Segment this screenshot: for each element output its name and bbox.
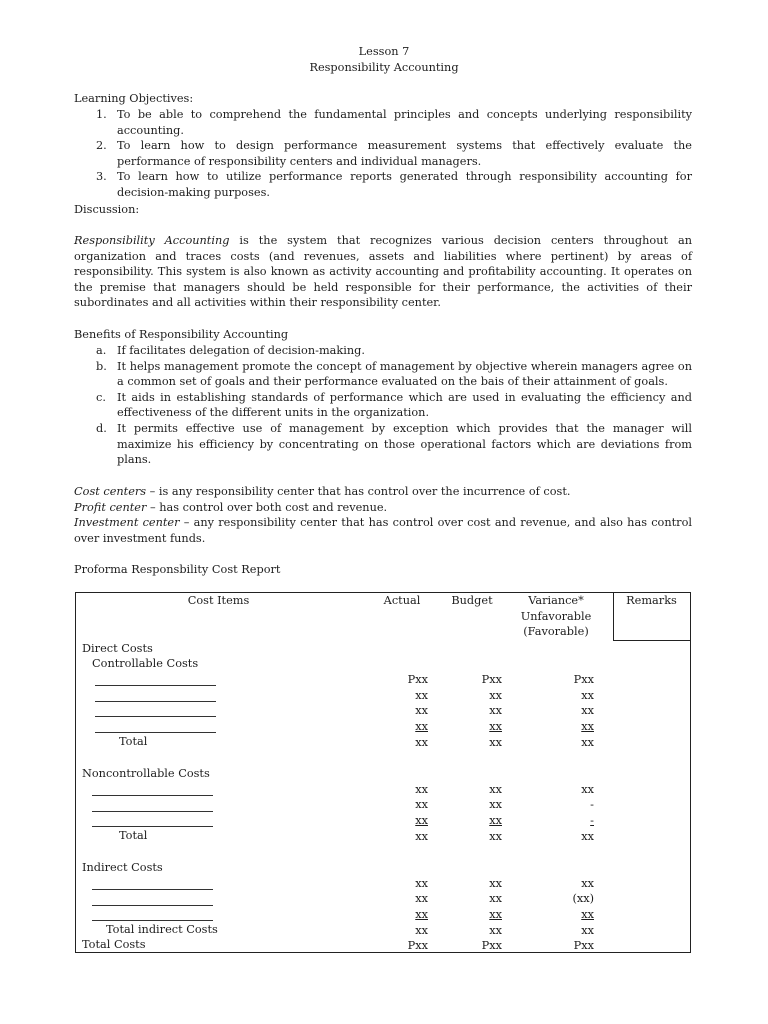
objective-item [74, 138, 692, 169]
budget-value: xx [489, 892, 502, 905]
header-variance-line2: Unfavorable [520, 609, 592, 623]
budget-value: xx [489, 877, 502, 890]
blank-line [92, 905, 213, 906]
blank-line [92, 889, 213, 890]
center-text: – has control over both cost and revenue. [146, 500, 388, 514]
objective-text: To be able to comprehend the fundamental principles and concepts underlying responsibility accounting. [117, 108, 692, 137]
blank-line [92, 920, 213, 921]
objective-number: 3. [96, 170, 107, 184]
budget-value: Pxx [481, 939, 502, 952]
total-indirect-label: Total indirect Costs [106, 923, 218, 936]
direct-costs-label: Direct Costs [82, 642, 153, 655]
budget-value: xx [489, 783, 502, 796]
benefit-item [74, 343, 692, 359]
benefit-text: It permits effective use of management by exception which provides that the manager will maximize his efficiency by concentrating on those operational factors which are deviations from plans. [117, 421, 692, 467]
benefit-mark: a. [96, 344, 107, 357]
blank-line [92, 826, 213, 827]
actual-value: xx [415, 830, 428, 843]
actual-value: xx [415, 704, 428, 717]
header-variance-line3: (Favorable) [523, 625, 589, 639]
budget-value: xx [489, 924, 502, 937]
objective-number: 1. [96, 108, 107, 121]
actual-value: xx [415, 689, 428, 702]
actual-value: Pxx [407, 939, 428, 952]
lesson-number: Lesson 7 [358, 45, 410, 58]
budget-value: Pxx [481, 673, 502, 686]
actual-value: xx [415, 736, 428, 749]
lesson-title: Responsibility Accounting [309, 61, 459, 74]
objective-item [74, 107, 692, 138]
actual-value: xx [415, 783, 428, 796]
variance-value: (xx) [572, 892, 594, 905]
objective-text: To learn how to design performance measurement systems that effectively evaluate the performance of responsibility centers and individual managers. [117, 139, 692, 168]
actual-value: xx [415, 814, 428, 827]
variance-value: xx [581, 924, 594, 937]
actual-value: xx [415, 924, 428, 937]
benefit-item [74, 359, 692, 390]
header-remarks: Remarks [626, 594, 677, 607]
actual-value: xx [415, 908, 428, 921]
variance-value: - [590, 798, 594, 811]
center-text: – any responsibility center that has control over cost and revenue, and also has control over investment funds. [74, 516, 692, 545]
variance-value: - [590, 814, 594, 827]
actual-value: Pxx [407, 673, 428, 686]
budget-value: xx [489, 736, 502, 749]
budget-value: xx [489, 908, 502, 921]
header-cost-items: Cost Items [187, 594, 250, 607]
cost-center-definition [74, 484, 692, 500]
budget-value: xx [489, 689, 502, 702]
variance-value: Pxx [573, 673, 594, 686]
budget-value: xx [489, 720, 502, 733]
budget-value: xx [489, 830, 502, 843]
center-term: Investment center [74, 516, 180, 530]
center-text: – is any responsibility center that has control over the incurrence of cost. [146, 485, 571, 498]
blank-line [92, 811, 213, 812]
objective-number: 2. [96, 139, 107, 153]
objective-text: To learn how to utilize performance reports generated through responsibility accounting for decision-making purposes. [117, 170, 692, 199]
profit-center-definition [74, 500, 692, 516]
blank-line [95, 732, 216, 733]
variance-value: Pxx [573, 939, 594, 952]
center-definitions [74, 484, 692, 546]
discussion-body: is the system that recognizes various decision centers throughout an organization and traces costs (and revenues, assets and liabilities where pertinent) by areas of responsibility. This system is also known as activity accounting and profitability accounting. It operates on the premise that managers should be held responsible for their performance, the activities of their subordinates and all activities within their responsibility center. [74, 234, 692, 310]
report-title: Proforma Responsbility Cost Report [74, 563, 281, 576]
objectives-list [74, 107, 692, 201]
header-actual: Actual [383, 594, 421, 607]
variance-value: xx [581, 704, 594, 717]
benefit-item [74, 421, 692, 468]
variance-value: xx [581, 908, 594, 921]
noncontrollable-costs-label: Noncontrollable Costs [82, 767, 210, 780]
blank-line [92, 795, 213, 796]
header-budget: Budget [451, 594, 493, 607]
actual-value: xx [415, 798, 428, 811]
header-underline [613, 640, 690, 641]
center-term: Cost centers [74, 485, 147, 498]
benefit-item [74, 390, 692, 421]
benefit-text: It aids in establishing standards of performance which are used in evaluating the efficiency and effectiveness of the different units in the organization. [117, 390, 692, 420]
objective-item [74, 169, 692, 200]
budget-value: xx [489, 704, 502, 717]
benefit-mark: d. [96, 421, 107, 435]
actual-value: xx [415, 720, 428, 733]
discussion-heading: Discussion: [74, 203, 140, 216]
controllable-costs-label: Controllable Costs [92, 657, 199, 670]
variance-value: xx [581, 720, 594, 733]
noncontrollable-total-label: Total [119, 829, 148, 842]
benefits-heading: Benefits of Responsibility Accounting [74, 328, 289, 341]
blank-line [95, 701, 216, 702]
variance-value: xx [581, 736, 594, 749]
budget-value: xx [489, 798, 502, 811]
benefit-mark: c. [96, 390, 106, 404]
actual-value: xx [415, 877, 428, 890]
benefit-mark: b. [96, 359, 107, 373]
budget-value: xx [489, 814, 502, 827]
benefits-list [74, 343, 692, 468]
benefit-text: It helps management promote the concept of management by objective wherein managers agree on a common set of goals and their performance evaluated on the bais of their attainment of goals. [117, 359, 692, 389]
controllable-total-label: Total [119, 735, 148, 748]
investment-center-definition [74, 515, 692, 546]
discussion-paragraph [74, 233, 692, 311]
discussion-term: Responsibility Accounting [74, 234, 230, 247]
actual-value: xx [415, 892, 428, 905]
blank-line [95, 685, 216, 686]
benefit-text: If facilitates delegation of decision-making. [117, 344, 365, 357]
header-variance [511, 593, 601, 640]
variance-value: xx [581, 877, 594, 890]
cost-report-table [75, 592, 691, 953]
variance-value: xx [581, 689, 594, 702]
objectives-heading: Learning Objectives: [74, 92, 194, 105]
header-variance-line1: Variance* [528, 594, 584, 607]
variance-value: xx [581, 783, 594, 796]
indirect-costs-label: Indirect Costs [82, 861, 163, 874]
variance-value: xx [581, 830, 594, 843]
center-term: Profit center [74, 500, 147, 514]
blank-line [95, 716, 216, 717]
total-costs-label: Total Costs [82, 938, 146, 951]
